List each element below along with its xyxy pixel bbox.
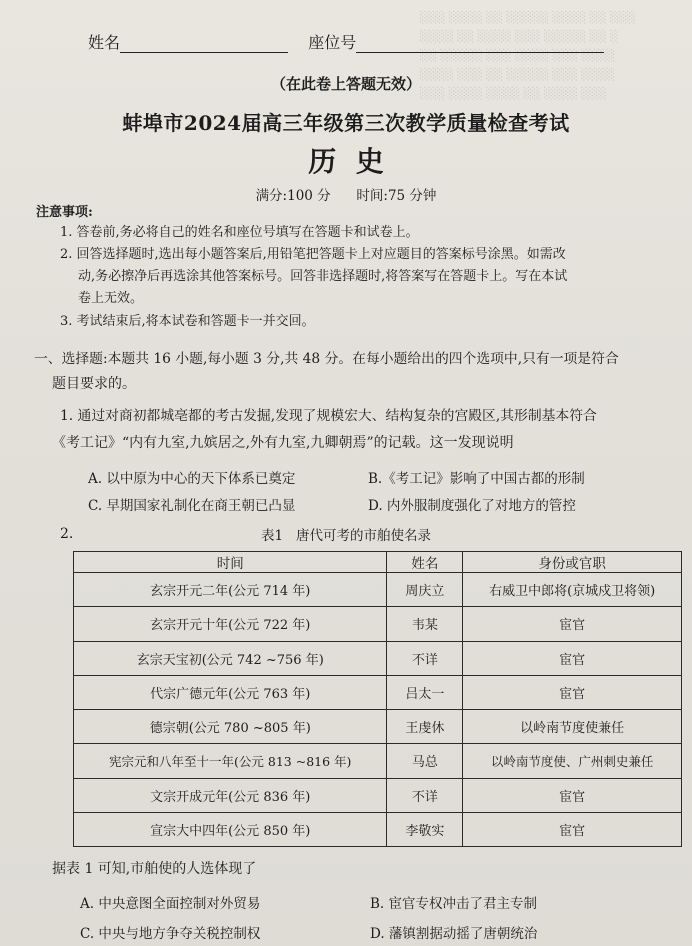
q1-stem-cont: 《考工记》“内有九室,九嫔居之,外有九室,九卿朝焉”的记载。这一发现说明 [52, 435, 514, 451]
invalid-notice: （在此卷上答题无效） [270, 75, 421, 93]
q1-option-d: D. 内外服制度强化了对地方的管控 [368, 498, 576, 514]
table-caption: 表1 唐代可考的市舶使名录 [261, 528, 431, 544]
table-row [74, 607, 682, 641]
cell-name: 李敬实 [387, 812, 463, 846]
table-row [74, 641, 682, 675]
q1-option-a: A. 以中原为中心的天下体系已奠定 [88, 471, 296, 487]
cell-name: 不详 [387, 778, 463, 812]
cell-name: 韦某 [387, 607, 463, 641]
cell-time: 宪宗元和八年至十一年(公元 813 ~816 年) [74, 744, 387, 778]
cell-time: 玄宗开元十年(公元 722 年) [74, 607, 387, 641]
cell-position: 宦官 [463, 641, 682, 675]
section-instructions-cont: 题目要求的。 [52, 376, 136, 392]
cell-position: 宦官 [463, 812, 682, 846]
seat-blank-line [356, 34, 604, 53]
cell-position: 以岭南节度使、广州刺史兼任 [463, 744, 682, 778]
table-row [74, 778, 682, 812]
cell-position: 宦官 [463, 607, 682, 641]
cell-position: 宦官 [463, 778, 682, 812]
seat-label: 座位号 [308, 33, 357, 52]
cell-name: 王虔休 [387, 710, 463, 744]
note-item: 2. 回答选择题时,选出每小题答案后,用铅笔把答题卡上对应题目的答案标号涂黑。如需改 [60, 247, 566, 262]
name-seat-row [88, 30, 604, 53]
cell-name: 不详 [387, 641, 463, 675]
cell-name: 马总 [387, 744, 463, 778]
section-instructions: 一、选择题:本题共 16 小题,每小题 3 分,共 48 分。在每小题给出的四个选项中,只有一项是符合 [34, 351, 619, 367]
q1-option-c: C. 早期国家礼制化在商王朝已凸显 [88, 498, 296, 514]
column-header-position: 身份或官职 [463, 552, 682, 573]
q2-option-a: A. 中央意图全面控制对外贸易 [80, 896, 261, 912]
name-label: 姓名 [88, 33, 121, 52]
table-row [74, 675, 682, 709]
cell-position: 宦官 [463, 675, 682, 709]
q2-number: 2. [60, 526, 74, 542]
table-row [74, 710, 682, 744]
table-row [74, 573, 682, 607]
exam-title: 蚌埠市2024届高三年级第三次教学质量检查考试 [122, 111, 570, 135]
table-header-row [74, 552, 682, 573]
cell-name: 吕太一 [387, 675, 463, 709]
q2-stem: 据表 1 可知,市舶使的人选体现了 [52, 861, 257, 877]
note-item: 动,务必擦净后再选涂其他答案标号。回答非选择题时,将答案写在答题卡上。写在本试 [78, 269, 568, 284]
note-item: 3. 考试结束后,将本试卷和答题卡一并交回。 [60, 314, 315, 329]
cell-time: 玄宗天宝初(公元 742 ~756 年) [74, 641, 387, 675]
q1-stem: 1. 通过对商初都城亳都的考古发掘,发现了规模宏大、结构复杂的宫殿区,其形制基本符合 [60, 408, 597, 424]
merchant-officials-table [73, 551, 682, 847]
cell-time: 德宗朝(公元 780 ~805 年) [74, 710, 387, 744]
cell-position: 右威卫中郎将(京城戍卫将领) [463, 573, 682, 607]
note-item: 卷上无效。 [78, 291, 144, 306]
note-item: 1. 答卷前,务必将自己的姓名和座位号填写在答题卡和试卷上。 [60, 225, 419, 240]
table-row [74, 812, 682, 846]
cell-time: 代宗广德元年(公元 763 年) [74, 675, 387, 709]
name-blank-line [120, 34, 288, 53]
cell-name: 周庆立 [387, 573, 463, 607]
subject-title: 历 史 [308, 145, 384, 178]
q2-option-c: C. 中央与地方争夺关税控制权 [80, 926, 261, 942]
cell-time: 宣宗大中四年(公元 850 年) [74, 812, 387, 846]
notes-heading: 注意事项: [36, 205, 93, 220]
score-time: 满分:100 分 时间:75 分钟 [255, 188, 437, 204]
table-row [74, 744, 682, 778]
column-header-time: 时间 [74, 552, 387, 573]
q2-option-d: D. 藩镇割据动摇了唐朝统治 [370, 926, 538, 942]
bleed-through-texture: ░░░ ░░░░ ░░ ░░░░░ ░░░░ ░░ ░░░ ░░░░ ░░ ░░░░ ░░░ ░░░░░ ░░ ░ ░░ ░░░░░ ░░░ ░░░░ ░░░ ░░░░ ░░░░ ░░░ ░░ ░░░░░ ░░░ ░░░░ ░░░ ░░░░ ░░░░ ░░ ░░░░ ░░░ [420, 11, 636, 100]
cell-time: 玄宗开元二年(公元 714 年) [74, 573, 387, 607]
cell-time: 文宗开成元年(公元 836 年) [74, 778, 387, 812]
q2-option-b: B. 宦官专权冲击了君主专制 [370, 896, 538, 912]
cell-position: 以岭南节度使兼任 [463, 710, 682, 744]
q1-option-b: B.《考工记》影响了中国古都的形制 [368, 471, 585, 487]
column-header-name: 姓名 [387, 552, 463, 573]
